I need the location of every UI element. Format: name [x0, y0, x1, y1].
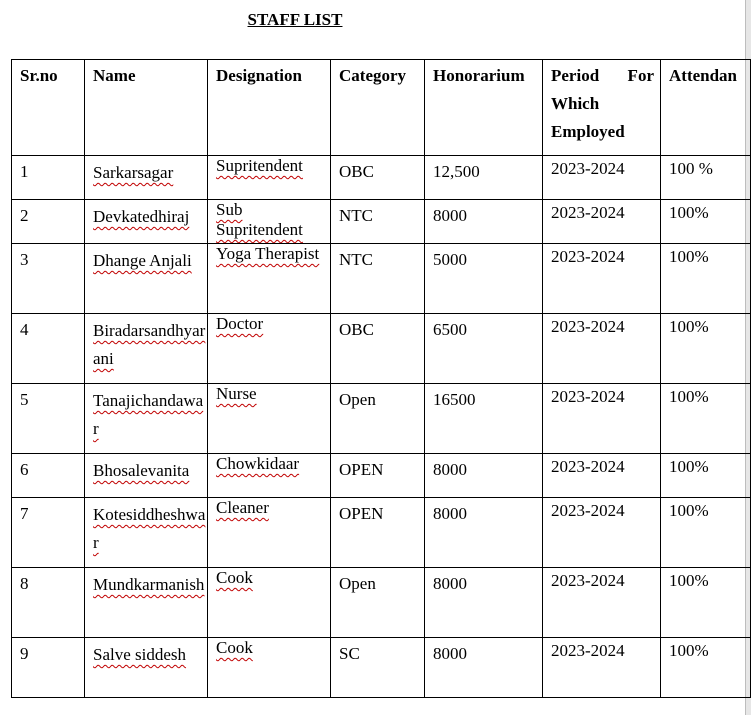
cell-period: 2023-2024	[543, 498, 661, 568]
cell-designation-text: Chowkidaar	[216, 454, 300, 473]
cell-name-text: Dhange Anjali	[93, 251, 192, 270]
cell-period: 2023-2024	[543, 156, 661, 200]
cell-period: 2023-2024	[543, 568, 661, 638]
cell-name	[85, 156, 208, 200]
cell-designation	[208, 454, 331, 498]
cell-name	[85, 638, 208, 698]
cell-srno: 3	[12, 244, 85, 314]
header-category: Category	[331, 60, 425, 156]
cell-srno: 6	[12, 454, 85, 498]
cell-honorarium: 5000	[425, 244, 543, 314]
cell-designation	[208, 384, 331, 454]
cell-srno: 1	[12, 156, 85, 200]
cell-srno: 8	[12, 568, 85, 638]
cell-name-text: Devkatedhiraj	[93, 207, 190, 226]
cell-category: OPEN	[331, 498, 425, 568]
cell-category: OPEN	[331, 454, 425, 498]
cell-name-text: Tanajichandawar	[93, 391, 204, 438]
cell-designation-text: Doctor	[216, 314, 264, 333]
page-title: STAFF LIST	[247, 10, 343, 29]
table-row	[12, 638, 751, 698]
cell-period: 2023-2024	[543, 638, 661, 698]
cell-category: NTC	[331, 244, 425, 314]
table-row	[12, 454, 751, 498]
cell-srno: 4	[12, 314, 85, 384]
cell-srno: 5	[12, 384, 85, 454]
cell-period: 2023-2024	[543, 314, 661, 384]
cell-attendance: 100%	[661, 200, 751, 244]
cell-designation	[208, 314, 331, 384]
cell-honorarium: 8000	[425, 454, 543, 498]
cell-honorarium: 6500	[425, 314, 543, 384]
cell-name	[85, 498, 208, 568]
cell-srno: 2	[12, 200, 85, 244]
header-period: Period For Which Employed	[543, 60, 661, 156]
table-row	[12, 200, 751, 244]
table-row	[12, 244, 751, 314]
cell-category: OBC	[331, 156, 425, 200]
table-header-row	[12, 60, 751, 156]
table-row	[12, 384, 751, 454]
cell-category: OBC	[331, 314, 425, 384]
table-row	[12, 156, 751, 200]
cell-name-text: Salve siddesh	[93, 645, 187, 664]
cell-honorarium: 12,500	[425, 156, 543, 200]
cell-name-text: Biradarsandhyarani	[93, 321, 206, 368]
cell-attendance: 100%	[661, 498, 751, 568]
cell-srno: 7	[12, 498, 85, 568]
cell-name	[85, 568, 208, 638]
cell-period: 2023-2024	[543, 454, 661, 498]
cell-designation-text: Cook	[216, 638, 253, 657]
cell-name-text: Mundkarmanish	[93, 575, 205, 594]
cell-attendance: 100%	[661, 454, 751, 498]
cell-name	[85, 454, 208, 498]
cell-name-text: Sarkarsagar	[93, 163, 174, 182]
cell-honorarium: 8000	[425, 638, 543, 698]
header-attendance: Attendan	[661, 60, 751, 156]
cell-category: NTC	[331, 200, 425, 244]
staff-table	[11, 59, 751, 698]
cell-period: 2023-2024	[543, 244, 661, 314]
cell-honorarium: 16500	[425, 384, 543, 454]
cell-designation	[208, 156, 331, 200]
cell-name	[85, 244, 208, 314]
header-designation: Designation	[208, 60, 331, 156]
header-srno: Sr.no	[12, 60, 85, 156]
cell-name	[85, 200, 208, 244]
cell-designation-text: Yoga Therapist	[216, 244, 320, 263]
cell-designation-text: Cook	[216, 568, 253, 587]
cell-name-text: Bhosalevanita	[93, 461, 190, 480]
table-row	[12, 314, 751, 384]
cell-designation	[208, 568, 331, 638]
cell-attendance: 100%	[661, 314, 751, 384]
cell-designation	[208, 498, 331, 568]
cell-attendance: 100%	[661, 244, 751, 314]
cell-attendance: 100%	[661, 384, 751, 454]
table-row	[12, 568, 751, 638]
cell-name	[85, 314, 208, 384]
header-honorarium: Honorarium	[425, 60, 543, 156]
cell-designation-text: Nurse	[216, 384, 257, 403]
cell-honorarium: 8000	[425, 568, 543, 638]
cell-designation	[208, 638, 331, 698]
cell-category: SC	[331, 638, 425, 698]
cell-designation-text: Cleaner	[216, 498, 269, 517]
cell-designation-text: Sub Supritendent	[216, 200, 303, 239]
cell-srno: 9	[12, 638, 85, 698]
cell-period: 2023-2024	[543, 384, 661, 454]
header-name: Name	[85, 60, 208, 156]
cell-attendance: 100%	[661, 568, 751, 638]
cell-attendance: 100 %	[661, 156, 751, 200]
cell-honorarium: 8000	[425, 200, 543, 244]
cell-category: Open	[331, 384, 425, 454]
cell-period: 2023-2024	[543, 200, 661, 244]
table-row	[12, 498, 751, 568]
cell-designation	[208, 200, 331, 244]
cell-category: Open	[331, 568, 425, 638]
cell-name	[85, 384, 208, 454]
cell-name-text: Kotesiddheshwar	[93, 505, 206, 552]
cell-designation-text: Supritendent	[216, 156, 303, 175]
cell-designation	[208, 244, 331, 314]
cell-attendance: 100%	[661, 638, 751, 698]
cell-honorarium: 8000	[425, 498, 543, 568]
